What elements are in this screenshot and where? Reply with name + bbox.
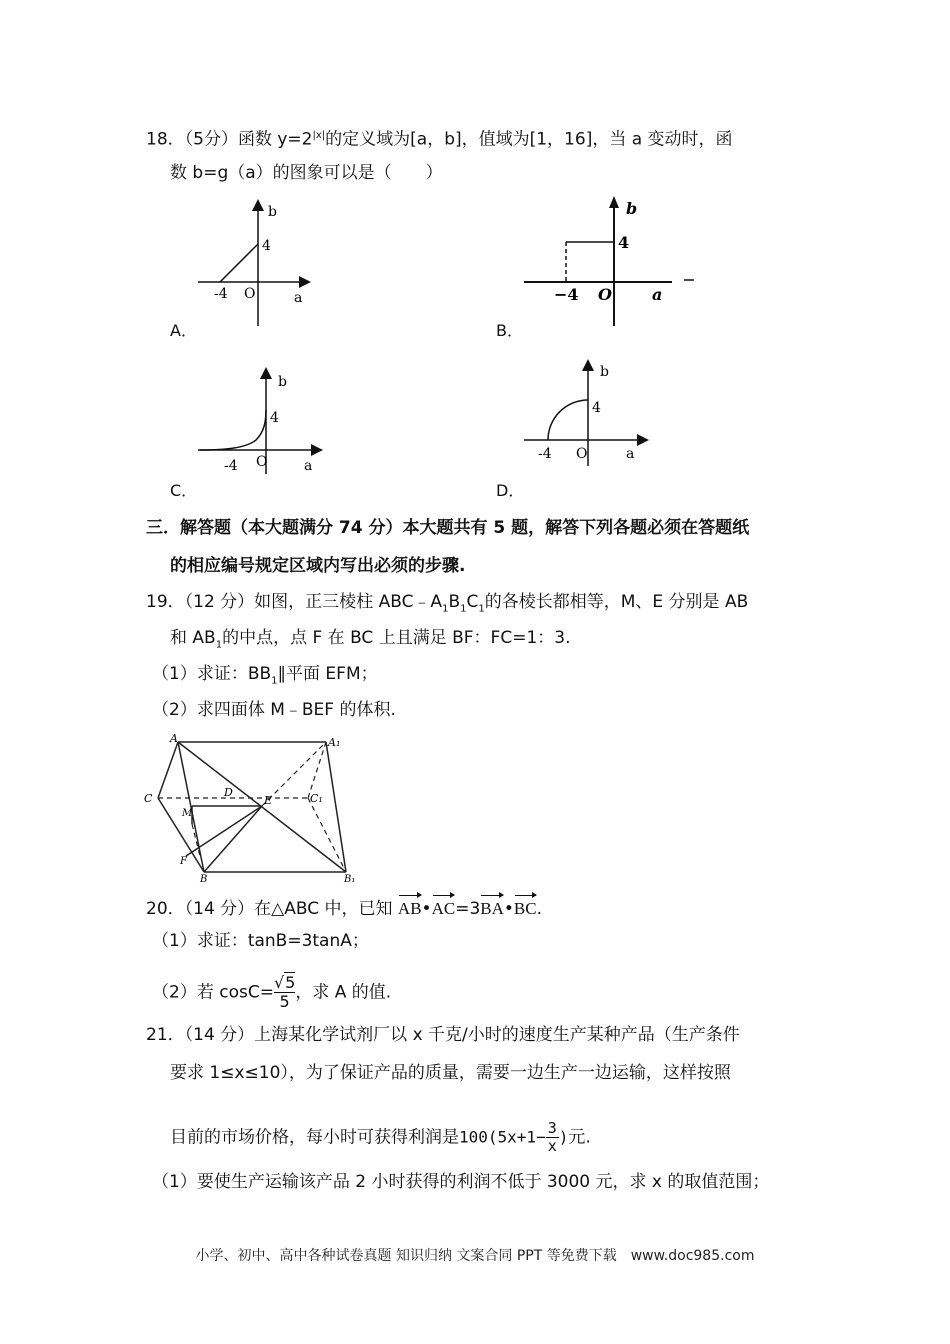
vector-ac: AC [432, 893, 456, 921]
prism-figure [140, 732, 364, 884]
q19-text-f: 的中点，点 F 在 BC 上且满足 BF：FC=1：3. [222, 628, 571, 648]
q18-line1 [146, 124, 733, 152]
frac-numerator: 3 [547, 1119, 557, 1137]
graph-d-label-o: O [576, 446, 588, 462]
q18-line2: 数 b=g（a）的图象可以是（ ） [170, 163, 443, 183]
vector-ba: BA [480, 893, 504, 921]
option-c: C． [170, 481, 198, 500]
graph-b-label-b: b [626, 199, 638, 218]
q19-text-e: 和 AB [170, 628, 216, 648]
sqrt-value: 5 [285, 973, 296, 992]
graph-a-label-4: 4 [262, 238, 271, 254]
graph-b-label-o: O [598, 285, 612, 304]
q19-text-a: 19．（12 分）如图，正三棱柱 ABC﹣A [146, 592, 443, 612]
q20-part2 [152, 974, 391, 1011]
q18-text-a: 18．（5分）函数 y=2 [146, 129, 313, 150]
sub-1: 1 [271, 675, 278, 687]
graph-d-label-a: a [626, 446, 635, 462]
sub-1: 1 [460, 603, 467, 615]
profit-expr-a: 100(5x+1− [459, 1127, 546, 1147]
graph-b-label-neg4: −4 [554, 285, 579, 304]
label-m: M [182, 808, 193, 819]
q21-line3 [170, 1120, 591, 1155]
graph-d-curve [548, 400, 588, 440]
frac-denominator: x [547, 1137, 557, 1155]
footer-text: 小学、初中、高中各种试卷真题 知识归纳 文案合同 PPT 等免费下载 www.doc985.com [195, 1248, 755, 1264]
period: . [536, 899, 543, 919]
q19-text-d: 的各棱长都相等，M、E 分别是 AB [484, 592, 749, 612]
vector-ab: AB [398, 893, 422, 921]
graph-c [196, 366, 326, 478]
sqrt-denominator: 5 [279, 992, 290, 1011]
graph-b [520, 194, 700, 328]
graph-a-label-o: O [244, 286, 256, 302]
graph-c-label-neg4: -4 [224, 458, 238, 474]
graph-a-curve [220, 244, 258, 282]
q18-text-b: 的定义域为[a，b]，值域为[1，16]，当 a 变动时，函 [325, 129, 733, 150]
graph-d-label-4: 4 [592, 400, 601, 416]
label-f: F [180, 856, 187, 867]
q19-line2 [170, 626, 570, 657]
q21-text-a: 目前的市场价格，每小时可获得利润是 [170, 1127, 459, 1148]
graph-a-label-b: b [268, 204, 277, 220]
q21-text-b: 元. [568, 1127, 591, 1148]
graph-b-label-4: 4 [618, 233, 630, 252]
q20-p2-a: （2）若 cosC= [152, 982, 274, 1003]
sqrt-fraction [274, 974, 295, 1011]
q20-line1 [146, 893, 542, 921]
graph-a [190, 198, 320, 328]
equals-three: =3 [455, 899, 481, 919]
label-d: D [224, 786, 233, 799]
q18-exponent: |x| [312, 130, 326, 141]
graph-a-label-neg4: -4 [214, 286, 228, 302]
label-b: B [200, 874, 208, 884]
label-a: A [170, 732, 178, 745]
edge-c1-a1 [308, 742, 326, 798]
label-b1: B₁ [344, 874, 356, 884]
sqrt-numerator: √5 [273, 973, 296, 992]
q19-line1 [146, 590, 748, 621]
dot-symbol: • [503, 899, 514, 919]
section3-line1: 三．解答题（本大题满分 74 分）本大题共有 5 题，解答下列各题必须在答题纸 [146, 518, 750, 538]
sub-1: 1 [215, 639, 223, 651]
edge-a-c [158, 742, 178, 798]
graph-d [520, 358, 654, 468]
graph-b-label-a: a [652, 285, 663, 304]
graph-b-arrow [609, 196, 619, 208]
q21-line1: 21．（14 分）上海某化学试剂厂以 x 千克/小时的速度生产某种产品（生产条件 [146, 1025, 740, 1045]
q21-part1: （1）要使生产运输该产品 2 小时获得的利润不低于 3000 元，求 x 的取值范围； [152, 1172, 770, 1192]
graph-c-label-o: O [256, 454, 268, 470]
label-a1: A₁ [328, 736, 341, 749]
option-b: B． [496, 321, 523, 340]
sub-1: 1 [478, 603, 485, 615]
q21-line2: 要求 1≤x≤10），为了保证产品的质量，需要一边生产一边运输，这样按照 [170, 1063, 731, 1083]
edge-a1-b1 [326, 742, 346, 872]
graph-c-label-b: b [278, 374, 287, 390]
graph-c-curve [200, 410, 266, 450]
label-e: E [264, 794, 273, 807]
option-a: A． [170, 321, 197, 340]
q20-p2-b: ，求 A 的值. [295, 982, 392, 1003]
graph-c-label-a: a [304, 458, 313, 474]
option-d: D． [496, 481, 525, 500]
q19-part2: （2）求四面体 M﹣BEF 的体积. [152, 700, 396, 720]
fraction-3-x [546, 1120, 559, 1155]
dot-symbol: • [421, 899, 432, 919]
q19-part1 [152, 662, 378, 693]
section3-line2: 的相应编号规定区域内写出必须的步骤. [170, 556, 466, 576]
q20-part1: （1）求证：tanB=3tanA； [152, 931, 369, 951]
graph-c-label-4: 4 [270, 410, 279, 426]
q19-text-c: C [466, 592, 479, 612]
label-c1: C₁ [310, 792, 323, 805]
vector-bc: BC [514, 893, 537, 921]
q19-p1-b: ∥平面 EFM； [277, 664, 378, 684]
q19-text-b: B [448, 592, 461, 612]
q20-text: 20．（14 分）在△ABC 中，已知 [146, 899, 393, 919]
graph-d-label-b: b [600, 364, 609, 380]
label-c: C [144, 792, 153, 805]
q19-p1-a: （1）求证：BB [152, 664, 272, 684]
graph-d-label-neg4: -4 [538, 446, 552, 462]
graph-a-label-a: a [294, 290, 303, 306]
sub-1: 1 [442, 603, 449, 615]
profit-expr-b: ) [558, 1127, 569, 1147]
